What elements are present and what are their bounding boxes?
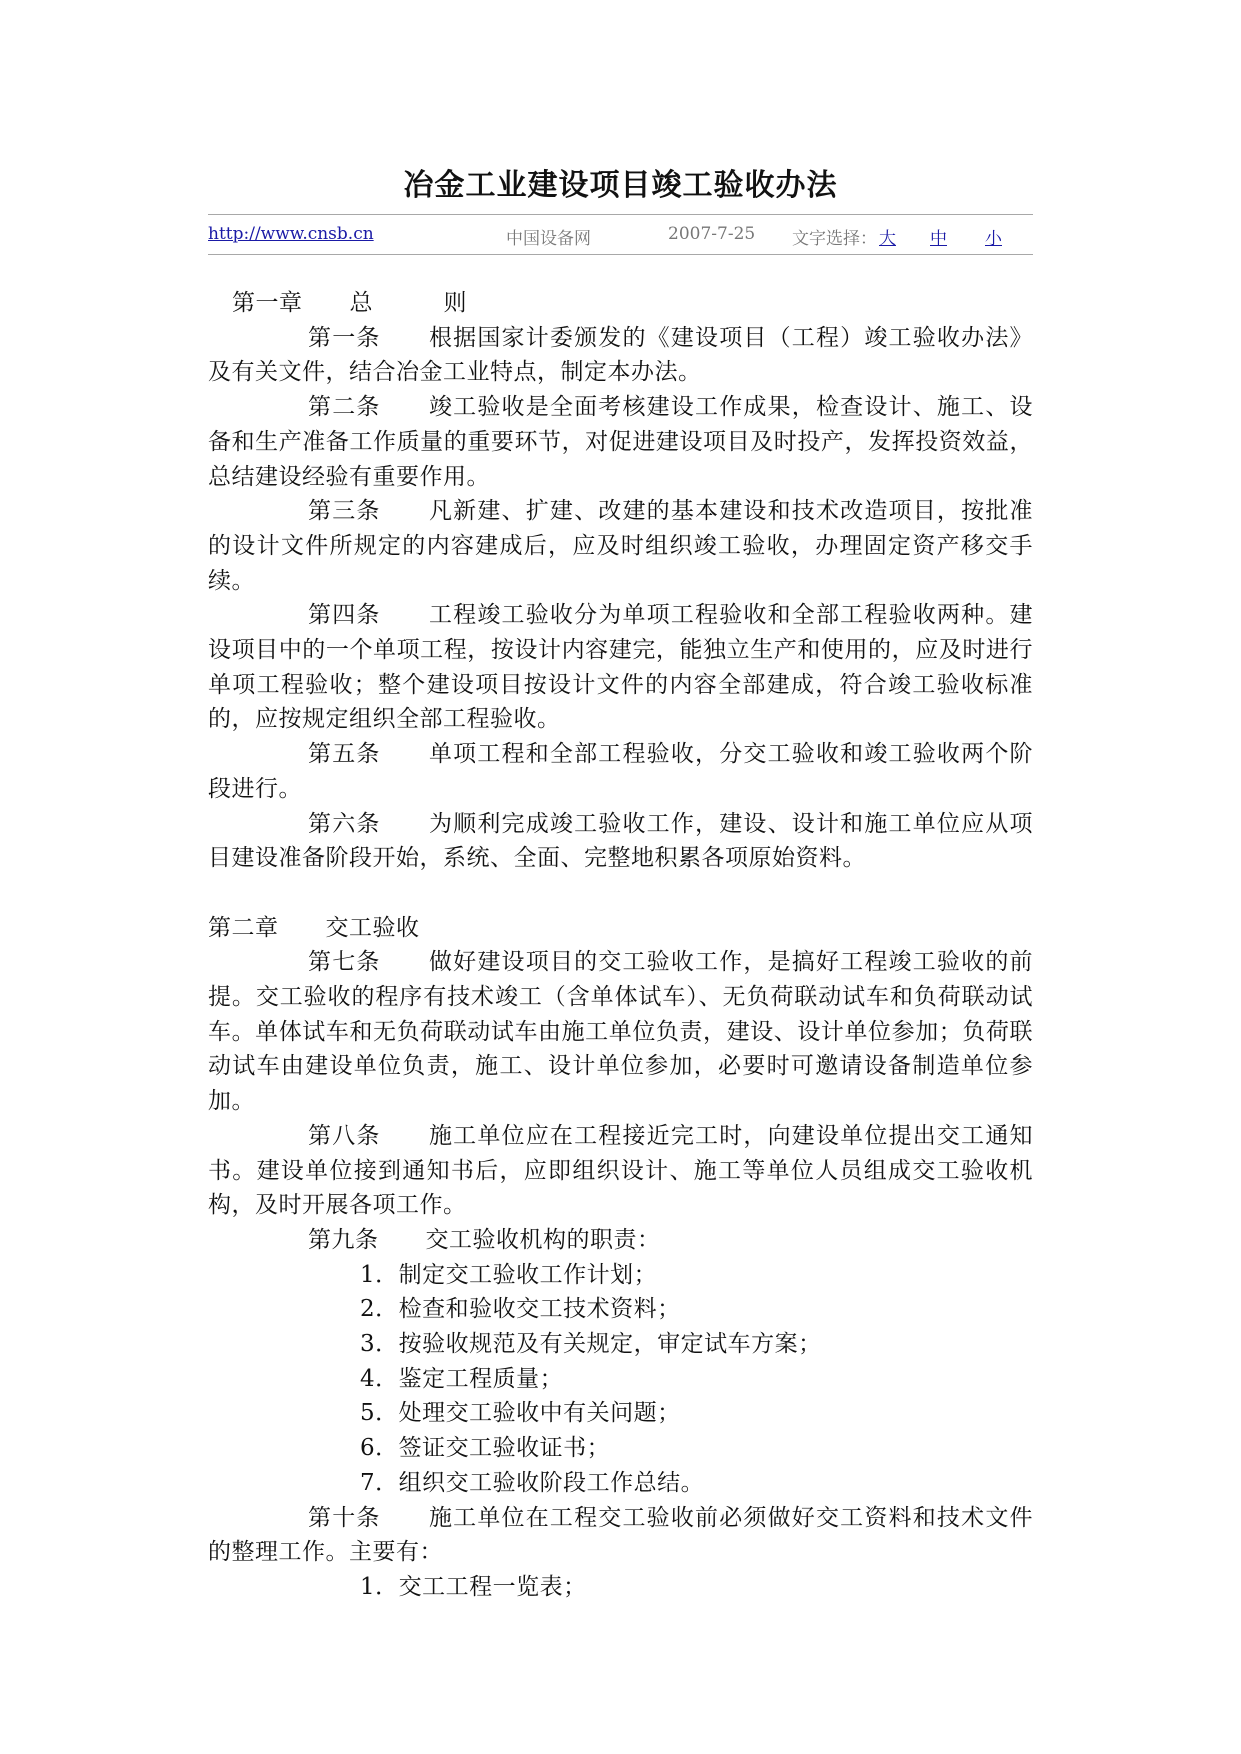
font-size-label: 文字选择： [792,229,877,249]
source-site-name: 中国设备网 [506,229,591,249]
font-size-large-link[interactable]: 大 [879,229,896,249]
article-text: 施工单位应在工程接近完工时，向建设单位提出交工通知书。建设单位接到通知书后，应即组织设计、施工等单位人员组成交工验收机构，及时开展各项工作。 [208,1122,1034,1219]
list-item: 3．按验收规范及有关规定，审定试车方案； [360,1331,822,1358]
article-text: 做好建设项目的交工验收工作，是搞好工程竣工验收的前提。交工验收的程序有技术竣工（含单体试车）、无负荷联动试车和负荷联动试车。单体试车和无负荷联动试车由施工单位负责，建设、设计单位参加；负荷联动试车由建设单位负责，施工、设计单位参加，必要时可邀请设备制造单位参加。 [208,949,1034,1115]
article-paragraph [208,598,1033,737]
article-paragraph [208,494,1033,598]
article-text: 为顺利完成竣工验收工作，建设、设计和施工单位应从项目建设准备阶段开始，系统、全面、完整地积累各项原始资料。 [208,810,1034,872]
article-number: 第二条 [308,394,429,421]
article-paragraph [208,1501,1033,1570]
article-text: 根据国家计委颁发的《建设项目（工程）竣工验收办法》及有关文件，结合冶金工业特点，制定本办法。 [208,324,1034,386]
publish-date: 2007-7-25 [668,224,756,244]
article-paragraph [208,945,1033,1119]
header-bottom-rule [208,254,1033,255]
article-paragraph [208,737,1033,806]
article-text: 单项工程和全部工程验收，分交工验收和竣工验收两个阶段进行。 [208,741,1034,802]
article-number: 第五条 [308,741,429,768]
article-paragraph [208,390,1033,494]
article-number: 第八条 [308,1122,429,1149]
article-number: 第十条 [308,1504,429,1531]
article-paragraph [208,321,1033,390]
article-text: 凡新建、扩建、改建的基本建设和技术改造项目，按批准的设计文件所规定的内容建成后，应及时组织竣工验收，办理固定资产移交手续。 [208,498,1034,594]
article-number: 第九条 [308,1226,426,1253]
chapter-heading: 第一章 总 则 [232,290,467,316]
source-url-link[interactable]: http://www.cnsb.cn [208,224,374,244]
article-number: 第七条 [308,949,429,976]
list-item: 4．鉴定工程质量； [360,1365,564,1392]
list-item: 6．签证交工验收证书； [360,1435,611,1462]
article-number: 第一条 [308,324,429,351]
article-text: 交工验收机构的职责： [425,1226,661,1253]
list-item: 2．检查和验收交工技术资料； [360,1296,681,1323]
list-item: 7．组织交工验收阶段工作总结。 [360,1469,705,1496]
document-body [208,286,1033,1605]
article-text: 工程竣工验收分为单项工程验收和全部工程验收两种。建设项目中的一个单项工程，按设计内容建完，能独立生产和使用的，应及时进行单项工程验收；整个建设项目按设计文件的内容全部建成，符合竣工验收标准的，应按规定组织全部工程验收。 [208,602,1034,733]
chapter-heading: 第二章 交工验收 [208,914,420,941]
article-number: 第六条 [308,810,429,837]
document-title: 冶金工业建设项目竣工验收办法 [403,168,838,203]
article-text: 施工单位在工程交工验收前必须做好交工资料和技术文件的整理工作。主要有： [208,1504,1034,1566]
article-number: 第四条 [308,602,429,629]
article-paragraph [208,1223,1033,1258]
header-top-rule [208,214,1033,215]
article-text: 竣工验收是全面考核建设工作成果，检查设计、施工、设备和生产准备工作质量的重要环节，对促进建设项目及时投产，发挥投资效益，总结建设经验有重要作用。 [208,394,1034,490]
article-number: 第三条 [308,498,429,525]
font-size-small-link[interactable]: 小 [985,229,1002,249]
list-item: 1．交工工程一览表； [360,1574,587,1600]
section-gap [208,876,1033,911]
article-paragraph [208,807,1033,876]
font-size-medium-link[interactable]: 中 [930,229,947,249]
font-size-selector [792,224,1002,249]
list-item: 1．制定交工验收工作计划； [360,1261,658,1288]
article-paragraph [208,1119,1033,1223]
list-item: 5．处理交工验收中有关问题； [360,1400,681,1427]
